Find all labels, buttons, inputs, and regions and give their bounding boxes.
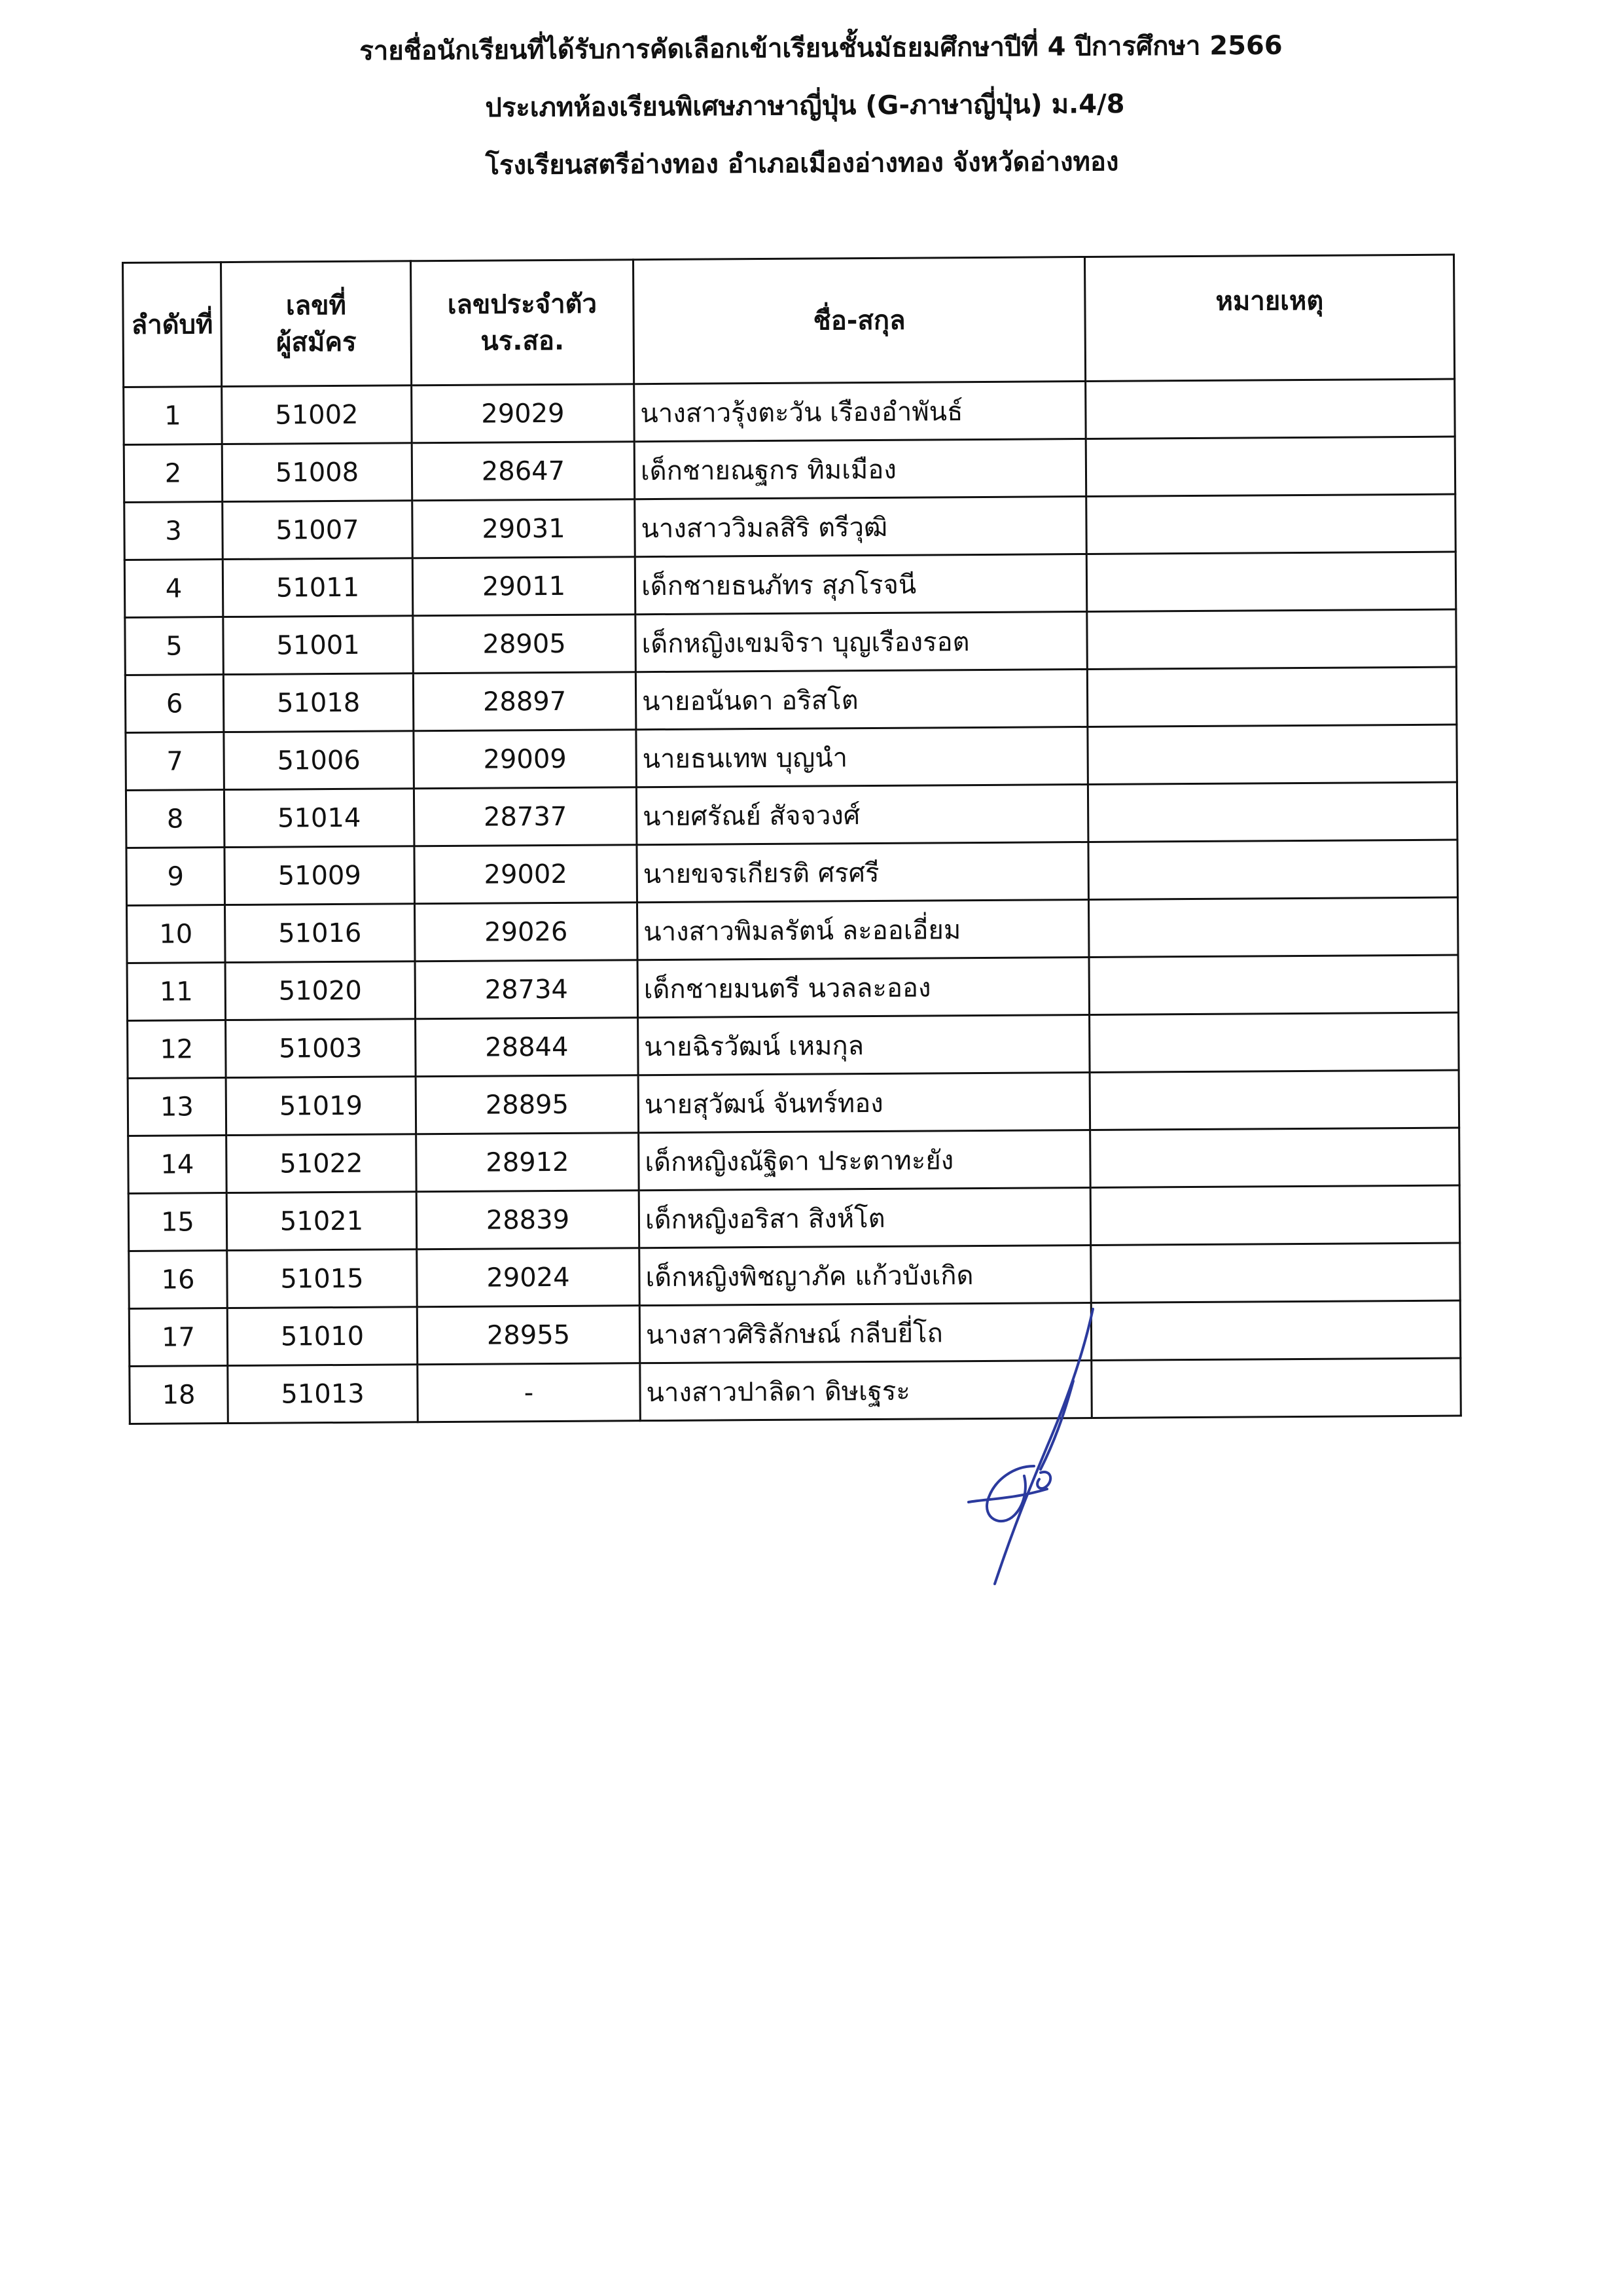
cell-student-id: 28844 [416,1018,639,1077]
cell-student-id: 29009 [414,730,637,789]
document-header [0,14,1623,197]
header-remark: หมายเหตุ [1084,255,1454,381]
cell-name: เด็กชายมนตรี นวลละออง [637,957,1090,1017]
cell-applicant: 51018 [223,673,414,732]
cell-remark [1086,437,1455,496]
cell-applicant: 51001 [223,616,414,675]
table-row [124,494,1455,560]
cell-order: 17 [129,1308,228,1367]
cell-student-id: 29011 [412,557,635,616]
cell-order: 6 [125,675,224,733]
cell-remark [1091,1300,1461,1360]
cell-order: 18 [130,1366,228,1424]
table-row [126,725,1457,790]
cell-applicant: 51015 [227,1249,418,1308]
cell-applicant: 51019 [226,1077,416,1136]
title-line-1: รายชื่อนักเรียนที่ได้รับการคัดเลือกเข้าเรียนชั้นมัธยมศึกษาปีที่ 4 ปีการศึกษา 2566 [359,30,1283,67]
table-row [129,1300,1460,1366]
cell-remark [1086,552,1456,611]
cell-remark [1088,840,1458,899]
header-student-id [411,260,634,386]
cell-student-id: 29026 [414,903,637,961]
cell-order: 12 [128,1020,226,1079]
cell-applicant: 51022 [226,1134,417,1193]
cell-order: 16 [129,1251,228,1309]
table-row [128,1013,1459,1078]
cell-student-id: 28839 [416,1191,639,1249]
cell-order: 11 [127,963,226,1021]
cell-name: นางสาวศิริลักษณ์ กลีบยี่โถ [639,1302,1092,1363]
cell-name: นายธนเทพ บุญนำ [636,726,1088,787]
signature-stroke-hook [1037,1472,1050,1488]
cell-name: นางสาววิมลสิริ ตรีวุฒิ [635,497,1087,557]
cell-student-id: 29031 [412,499,635,558]
cell-student-id: 28905 [413,615,636,673]
cell-name: นายฉิรวัฒน์ เหมกุล [638,1014,1090,1075]
student-list-table-wrap [122,254,1460,1425]
signature-stroke-main [995,1309,1093,1584]
cell-name: นางสาวรุ้งตะวัน เรืองอำพันธ์ [634,382,1086,442]
cell-remark [1088,782,1457,842]
cell-student-id: 28647 [412,442,635,501]
cell-applicant: 51010 [227,1307,418,1366]
cell-name: นายศรัณย์ สัจจวงศ์ [636,784,1088,844]
cell-name: เด็กชายณฐกร ทิมเมือง [634,439,1086,499]
cell-remark [1090,1185,1460,1245]
cell-student-id: - [418,1363,641,1422]
cell-applicant: 51014 [224,789,414,848]
table-row [124,437,1455,502]
header-name: ชื่อ-สกุล [633,257,1085,384]
cell-name: นายอนันดา อริสโต [635,669,1088,729]
cell-name: นายขจรเกียรติ ศรศรี [637,842,1089,902]
table-row [128,1128,1459,1193]
header-applicant-line1: เลขที่ [285,290,347,321]
table-row [128,1070,1459,1136]
cell-name: เด็กหญิงเขมจิรา บุญเรืองรอต [635,612,1088,672]
table-row [125,609,1456,675]
cell-applicant: 51006 [224,731,414,790]
table-row [124,552,1455,617]
signature-stroke-cross [969,1489,1047,1502]
table-row [125,667,1456,732]
cell-order: 1 [124,387,223,445]
title-line-3: โรงเรียนสตรีอ่างทอง อำเภอเมืองอ่างทอง จังหวัดอ่างทอง [485,147,1119,181]
cell-applicant: 51020 [225,961,416,1020]
cell-student-id: 29029 [412,384,635,443]
cell-applicant: 51009 [224,846,415,905]
cell-remark [1086,379,1455,439]
cell-order: 7 [126,732,224,791]
cell-student-id: 28955 [417,1306,640,1365]
cell-name: นางสาวพิมลรัตน์ ละออเอี่ยม [637,899,1089,960]
cell-name: เด็กหญิงพิชญาภัค แก้วบังเกิด [639,1245,1092,1305]
cell-remark [1088,897,1458,957]
cell-student-id: 28912 [416,1133,639,1192]
signature [942,1302,1113,1590]
table-row [127,897,1458,963]
cell-remark [1089,955,1459,1014]
cell-applicant: 51003 [226,1019,416,1078]
table-body [124,379,1461,1424]
cell-name: เด็กชายธนภัทร สุภโรจนี [635,554,1087,615]
cell-applicant: 51016 [225,904,416,963]
cell-name: เด็กหญิงอริสา สิงห์โต [639,1187,1091,1247]
cell-order: 2 [124,444,223,503]
cell-order: 4 [124,560,223,618]
cell-remark [1092,1358,1461,1418]
student-list-table [122,254,1462,1425]
table-row [127,955,1458,1020]
cell-remark [1087,667,1457,726]
header-student-id-line2: นร.สอ. [480,325,565,357]
cell-name: นางสาวปาลิดา ดิษเฐระ [640,1360,1092,1420]
title-line-2: ประเภทห้องเรียนพิเศษภาษาญี่ปุ่น (G-ภาษาญี่ปุ่น) ม.4/8 [485,89,1125,124]
cell-remark [1086,494,1456,554]
cell-remark [1090,1013,1459,1072]
table-row [128,1185,1459,1251]
cell-order: 14 [128,1136,227,1194]
cell-student-id: 28737 [414,787,637,846]
cell-applicant: 51007 [223,501,413,560]
cell-order: 9 [126,848,225,906]
cell-applicant: 51002 [222,386,412,444]
cell-applicant: 51011 [223,558,413,617]
cell-remark [1090,1070,1459,1130]
cell-applicant: 51013 [228,1365,418,1424]
table-row [129,1243,1460,1308]
cell-order: 13 [128,1078,226,1136]
cell-order: 10 [127,905,226,963]
cell-applicant: 51021 [226,1192,417,1251]
table-row [126,782,1457,848]
cell-student-id: 28895 [416,1075,639,1134]
table-row [124,379,1455,444]
cell-order: 5 [125,617,224,675]
cell-student-id: 29024 [417,1248,640,1307]
cell-remark [1088,725,1457,784]
table-row [130,1358,1461,1424]
cell-order: 3 [124,502,223,560]
cell-name: นายสุวัฒน์ จันทร์ทอง [638,1072,1090,1132]
cell-order: 8 [126,790,224,848]
cell-order: 15 [128,1193,227,1251]
cell-student-id: 28734 [415,960,638,1019]
cell-student-id: 29002 [414,845,637,904]
cell-remark [1091,1243,1461,1302]
header-order: ลำดับที่ [123,262,222,387]
cell-remark [1087,609,1457,669]
table-header-row [123,255,1455,387]
header-student-id-line1: เลขประจำตัว [447,289,597,320]
table-row [126,840,1457,905]
header-applicant-line2: ผู้สมัคร [276,327,357,358]
cell-student-id: 28897 [413,672,636,731]
header-applicant [221,261,412,387]
cell-remark [1090,1128,1460,1187]
cell-applicant: 51008 [222,443,412,502]
cell-name: เด็กหญิงณัฐิดา ประตาทะยัง [639,1130,1091,1190]
